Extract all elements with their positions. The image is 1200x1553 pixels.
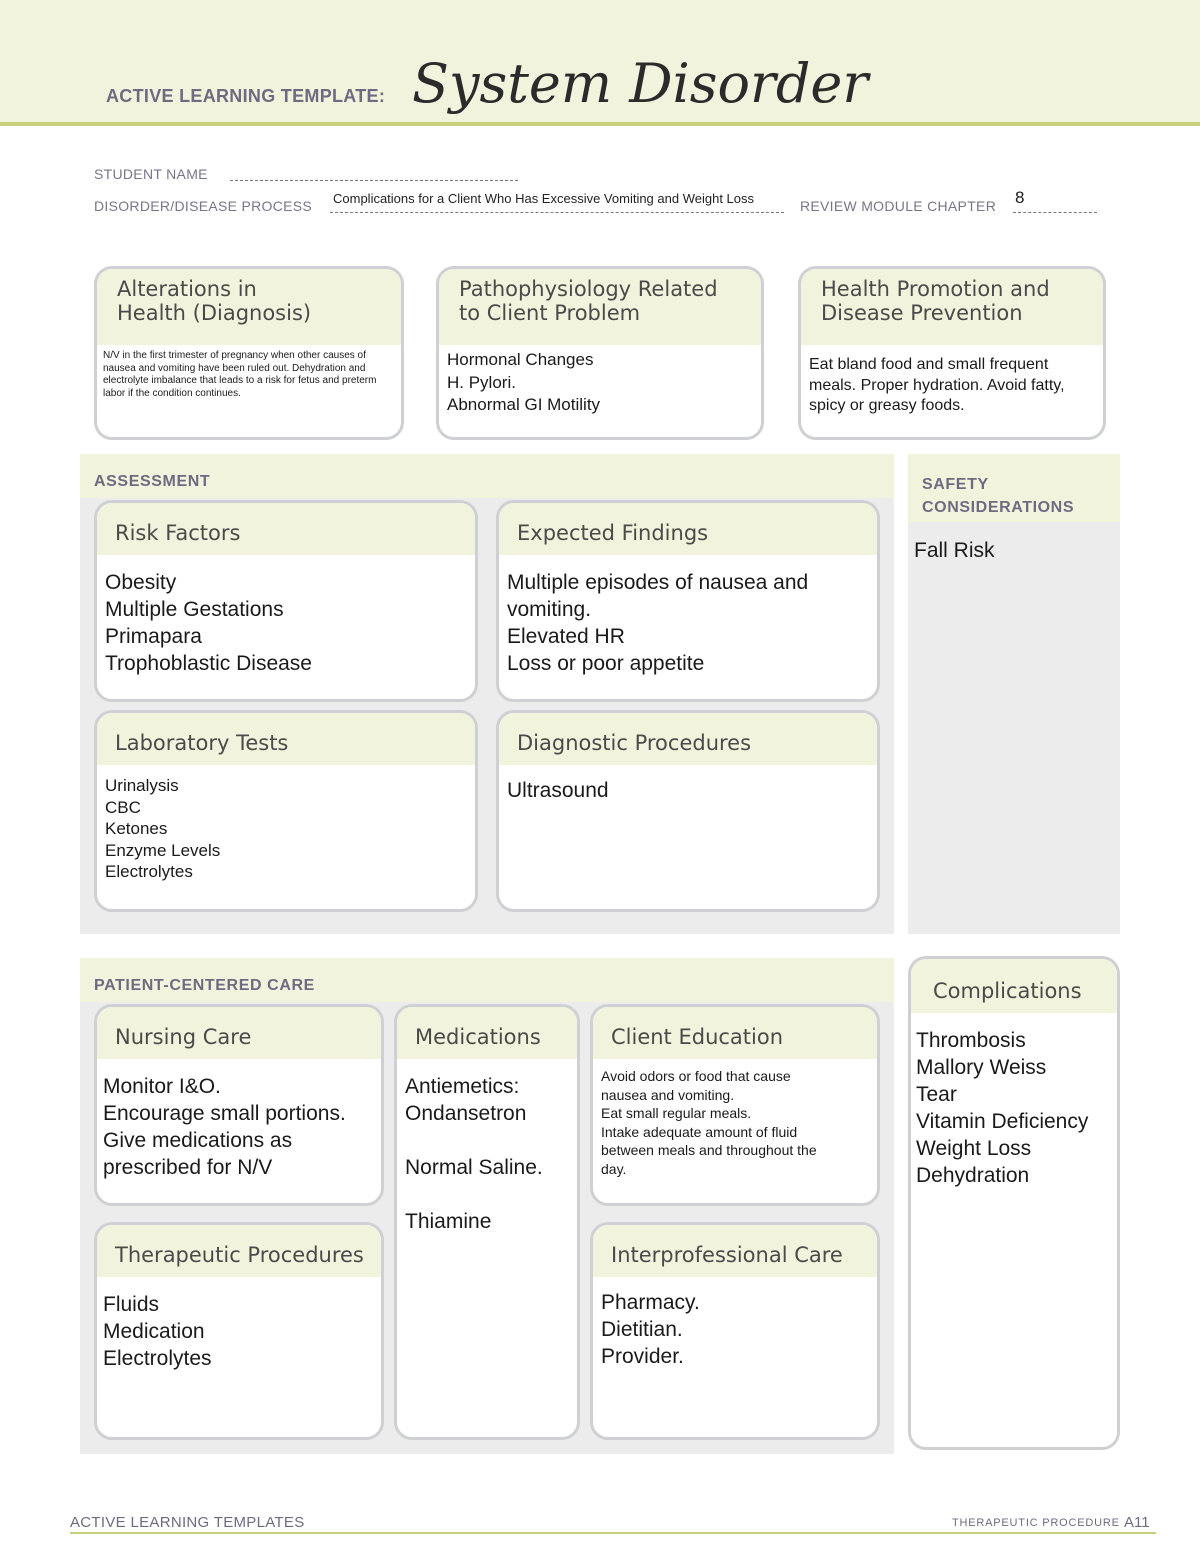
health-promotion-header <box>801 269 1103 345</box>
nursing-care-text[interactable] <box>97 1059 381 1181</box>
client-education-line: Avoid odors or food that cause <box>601 1068 791 1084</box>
safety-label-2: CONSIDERATIONS <box>922 499 1075 516</box>
lab-test-item: Urinalysis <box>105 776 179 795</box>
interprofessional-care-box <box>590 1222 880 1440</box>
complication-item: Thrombosis <box>916 1029 1026 1052</box>
lab-test-item: Ketones <box>105 819 168 838</box>
diagnostic-procedures-text[interactable] <box>499 765 877 804</box>
nursing-care-item: Give medications as <box>103 1129 293 1152</box>
client-education-line: Eat small regular meals. <box>601 1105 752 1121</box>
complications-box <box>908 956 1120 1450</box>
pathophysiology-line: Abnormal GI Motility <box>447 395 601 414</box>
risk-factor-item: Primapara <box>105 625 202 648</box>
pathophysiology-text[interactable] <box>439 345 761 417</box>
footer-right-text: THERAPEUTIC PROCEDURE <box>952 1517 1120 1529</box>
alterations-box <box>94 266 404 440</box>
medication-spacer <box>405 1127 577 1154</box>
assessment-label: ASSESSMENT <box>94 473 211 490</box>
nursing-care-box <box>94 1004 384 1206</box>
complication-item: Tear <box>916 1083 957 1106</box>
health-promotion-box <box>798 266 1106 440</box>
laboratory-tests-text[interactable] <box>97 765 475 883</box>
diagnostic-procedures-title: Diagnostic Procedures <box>499 713 877 765</box>
alterations-title-2: Health (Diagnosis) <box>117 301 312 325</box>
complication-item: Weight Loss <box>916 1137 1032 1160</box>
page-title: System Disorder <box>412 52 869 115</box>
complication-item: Dehydration <box>916 1164 1030 1187</box>
chapter-label: REVIEW MODULE CHAPTER <box>800 198 997 214</box>
pathophysiology-title-2: to Client Problem <box>459 301 641 325</box>
medication-item: Normal Saline. <box>405 1156 543 1179</box>
client-education-box <box>590 1004 880 1206</box>
complications-title: Complications <box>911 959 1117 1013</box>
complication-item: Mallory Weiss <box>916 1056 1047 1079</box>
pathophysiology-header <box>439 269 761 345</box>
therapeutic-procedures-title: Therapeutic Procedures <box>97 1225 381 1277</box>
safety-panel <box>908 454 1120 934</box>
pathophysiology-line: Hormonal Changes <box>447 350 594 369</box>
expected-findings-title: Expected Findings <box>499 503 877 555</box>
complication-item: Vitamin Deficiency <box>916 1110 1089 1133</box>
lab-test-item: CBC <box>105 797 141 817</box>
medication-item: Thiamine <box>405 1210 492 1233</box>
chapter-field[interactable]: 8 <box>1015 188 1025 207</box>
risk-factors-box <box>94 500 478 702</box>
health-promotion-text[interactable]: Eat bland food and small frequent meals. Proper hydration. Avoid fatty, spicy or greasy foods. <box>809 356 1065 414</box>
nursing-care-item: Encourage small portions. <box>103 1102 346 1125</box>
expected-finding-item: Multiple episodes of nausea and <box>507 571 809 594</box>
nursing-care-item: prescribed for N/V <box>103 1156 273 1179</box>
complications-text[interactable] <box>911 1013 1117 1189</box>
safety-label-1: SAFETY <box>922 476 989 493</box>
therapeutic-procedure-item: Electrolytes <box>103 1347 212 1370</box>
medication-spacer <box>405 1181 577 1208</box>
expected-finding-item: Elevated HR <box>507 625 625 648</box>
nursing-care-title: Nursing Care <box>97 1007 381 1059</box>
therapeutic-procedure-item: Medication <box>103 1320 205 1343</box>
interprofessional-care-text[interactable] <box>593 1277 877 1370</box>
lab-test-item: Electrolytes <box>105 862 193 881</box>
laboratory-tests-box <box>94 710 478 912</box>
page-number: A11 <box>1124 1514 1150 1531</box>
therapeutic-procedure-item: Fluids <box>103 1293 160 1316</box>
client-education-line: Intake adequate amount of fluid <box>601 1123 798 1140</box>
pathophysiology-title-1: Pathophysiology Related <box>459 277 718 301</box>
client-education-line: day. <box>601 1160 627 1177</box>
client-education-text[interactable] <box>593 1059 877 1178</box>
expected-finding-item: Loss or poor appetite <box>507 652 705 675</box>
footer-left-text: ACTIVE LEARNING TEMPLATES <box>70 1514 305 1531</box>
student-name-field[interactable] <box>230 180 518 181</box>
risk-factor-item: Trophoblastic Disease <box>105 652 312 675</box>
student-name-label: STUDENT NAME <box>94 166 208 182</box>
medication-item: Antiemetics: <box>405 1075 520 1098</box>
safety-text[interactable]: Fall Risk <box>914 539 995 562</box>
risk-factors-title: Risk Factors <box>97 503 475 555</box>
medication-item: Ondansetron <box>405 1102 527 1125</box>
alterations-text[interactable]: N/V in the first trimester of pregnancy when other causes of nausea and vomiting have been ruled out. Dehydration and electrolyte imbalance that leads to a risk for fetus and preterm labor if the condition continues. <box>103 350 377 399</box>
expected-findings-text[interactable] <box>499 555 877 677</box>
pathophysiology-box <box>436 266 764 440</box>
chapter-field-line <box>1013 212 1097 213</box>
therapeutic-procedures-text[interactable] <box>97 1277 381 1372</box>
interprofessional-care-item: Provider. <box>601 1345 684 1368</box>
safety-label <box>922 473 1074 519</box>
patient-care-label: PATIENT-CENTERED CARE <box>94 977 315 994</box>
interprofessional-care-item: Pharmacy. <box>601 1291 700 1314</box>
medications-text[interactable] <box>397 1059 577 1235</box>
client-education-line: between meals and throughout the <box>601 1142 817 1158</box>
footer-rule <box>70 1532 1156 1534</box>
header-rule <box>0 122 1200 126</box>
disorder-field[interactable]: Complications for a Client Who Has Excessive Vomiting and Weight Loss <box>333 191 755 206</box>
risk-factor-item: Obesity <box>105 571 177 594</box>
alterations-title-1: Alterations in <box>117 277 257 301</box>
medications-box <box>394 1004 580 1440</box>
template-label: ACTIVE LEARNING TEMPLATE: <box>106 86 386 106</box>
interprofessional-care-title: Interprofessional Care <box>593 1225 877 1277</box>
risk-factors-text[interactable] <box>97 555 475 677</box>
health-promotion-title-2: Disease Prevention <box>821 301 1023 325</box>
expected-findings-box <box>496 500 880 702</box>
medications-title: Medications <box>397 1007 577 1059</box>
disorder-field-line <box>330 212 784 213</box>
diagnostic-procedures-box <box>496 710 880 912</box>
lab-test-item: Enzyme Levels <box>105 840 221 860</box>
diagnostic-procedure-item: Ultrasound <box>507 779 609 802</box>
disorder-label: DISORDER/DISEASE PROCESS <box>94 198 313 214</box>
pathophysiology-line: H. Pylori. <box>447 372 516 392</box>
client-education-title: Client Education <box>593 1007 877 1059</box>
interprofessional-care-item: Dietitian. <box>601 1318 683 1341</box>
expected-finding-item: vomiting. <box>507 598 592 621</box>
risk-factor-item: Multiple Gestations <box>105 598 284 621</box>
therapeutic-procedures-box <box>94 1222 384 1440</box>
client-education-line: nausea and vomiting. <box>601 1086 735 1103</box>
laboratory-tests-title: Laboratory Tests <box>97 713 475 765</box>
health-promotion-title-1: Health Promotion and <box>821 277 1050 301</box>
alterations-header <box>97 269 401 345</box>
nursing-care-item: Monitor I&O. <box>103 1075 221 1098</box>
